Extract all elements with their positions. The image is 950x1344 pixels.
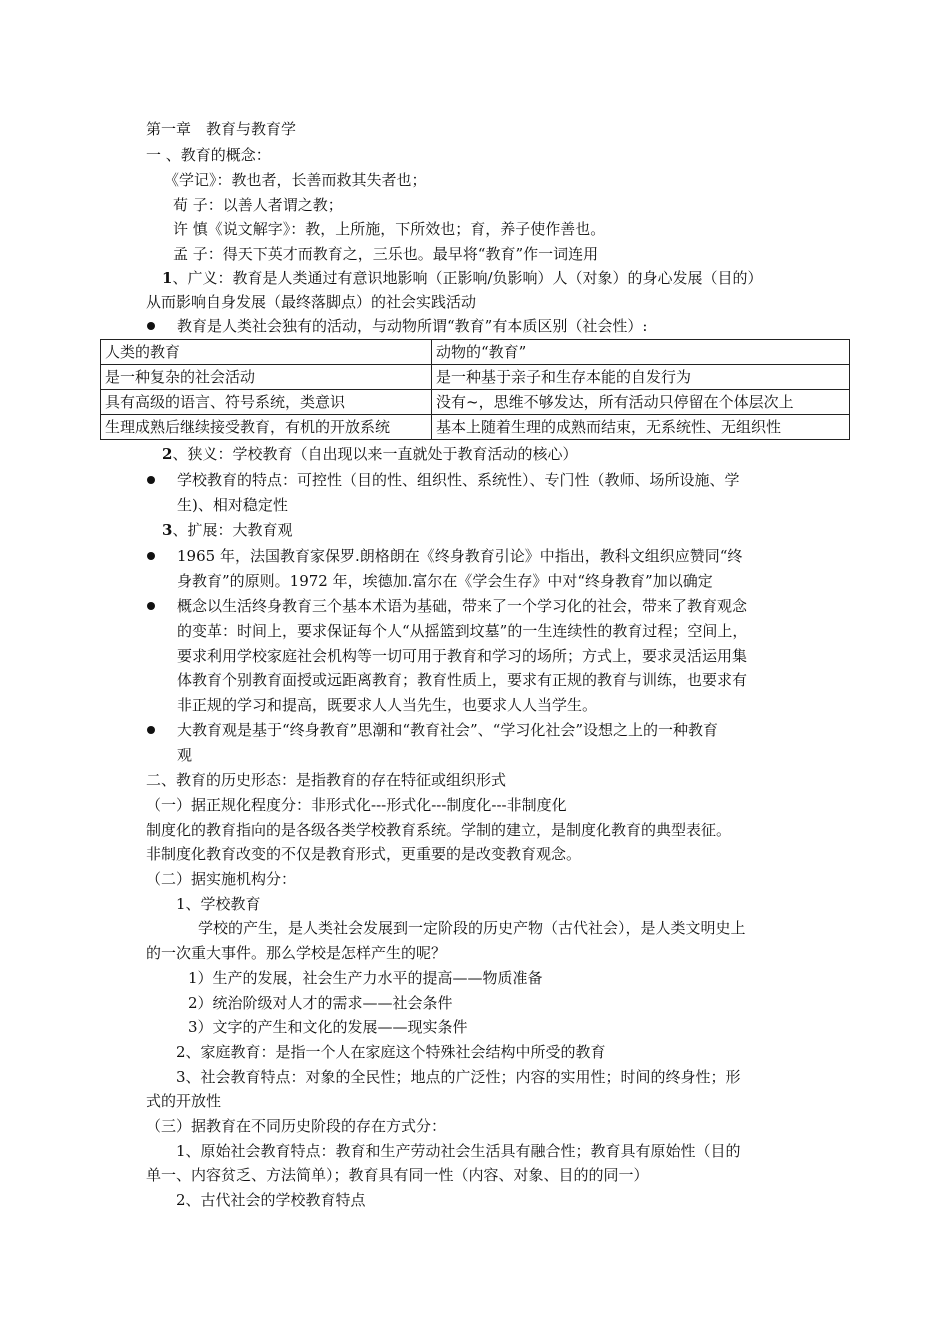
concept-line-5: 非正规的学习和提高，既要求人人当先生，也要求人人当学生。 — [177, 696, 598, 714]
table-cell: 具有高级的语言、符号系统，类意识 — [101, 390, 432, 415]
table-row — [101, 365, 850, 390]
broad-definition-line-2: 从而影响自身发展（最终落脚点）的社会实践活动 — [146, 293, 477, 311]
section-2-line: 式的开放性 — [146, 1092, 222, 1110]
lifelong-education-line-1: 1965 年，法国教育家保罗.朗格朗在《终身教育引论》中指出，教科文组织应赞同“终 — [177, 547, 743, 565]
quote-xunzi: 荀 子：以善人者谓之教； — [173, 196, 343, 214]
table-cell: 没有~，思维不够发达，所有活动只停留在个体层次上 — [432, 390, 850, 415]
section-1-heading: 一 、教育的概念： — [146, 146, 271, 164]
big-education-view-line-2: 观 — [177, 746, 193, 764]
narrow-definition-number: 2 — [162, 445, 173, 463]
broad-definition-text: 、广义：教育是人类通过有意识地影响（正影响/负影响）人（对象）的身心发展（目的） — [172, 269, 763, 287]
broad-definition-line-1 — [162, 268, 763, 288]
section-2-line: （二）据实施机构分： — [146, 870, 297, 888]
quote-xushen: 许 慎《说文解字》：教，上所施，下所效也；育，养子使作善也。 — [173, 220, 606, 238]
quote-xueji: 《学记》：教也者，长善而救其失者也； — [164, 171, 427, 189]
section-2-line: 2、古代社会的学校教育特点 — [176, 1191, 366, 1209]
section-2-line: 1）生产的发展，社会生产力水平的提高——物质准备 — [188, 969, 543, 987]
section-2-line: 3、社会教育特点：对象的全民性；地点的广泛性；内容的实用性；时间的终身性；形 — [176, 1068, 741, 1086]
extension-heading — [162, 520, 292, 540]
concept-line-3: 要求利用学校家庭社会机构等一切可用于教育和学习的场所；方式上，要求灵活运用集 — [177, 647, 748, 665]
table-row — [101, 415, 850, 440]
school-features-line-2: 生)、相对稳定性 — [177, 496, 288, 514]
section-2-line: 2）统治阶级对人才的需求——社会条件 — [188, 994, 453, 1012]
table-cell: 生理成熟后继续接受教育，有机的开放系统 — [101, 415, 432, 440]
section-2-line: 的一次重大事件。那么学校是怎样产生的呢？ — [146, 944, 447, 962]
extension-text: 、扩展：大教育观 — [172, 521, 293, 539]
table-cell: 是一种复杂的社会活动 — [101, 365, 432, 390]
section-2-line: 1、学校教育 — [176, 895, 261, 913]
school-features-line-1: 学校教育的特点：可控性（目的性、组织性、系统性）、专门性（教师、场所设施、学 — [177, 471, 740, 489]
bullet-dot — [147, 726, 155, 734]
concept-line-1: 概念以生活终身教育三个基本术语为基础，带来了一个学习化的社会，带来了教育观念 — [177, 597, 748, 615]
section-2-line: 2、家庭教育：是指一个人在家庭这个特殊社会结构中所受的教育 — [176, 1043, 606, 1061]
section-2-line: 非制度化教育改变的不仅是教育形式，更重要的是改变教育观念。 — [146, 845, 582, 863]
bullet-dot — [147, 602, 155, 610]
quote-mengzi: 孟 子：得天下英才而教育之，三乐也。最早将“教育”作一词连用 — [173, 245, 599, 263]
section-2-heading: 二、教育的历史形态：是指教育的存在特征或组织形式 — [146, 771, 507, 789]
bullet-social-nature: 教育是人类社会独有的活动，与动物所谓“教育”有本质区别（社会性）: — [177, 317, 648, 335]
section-2-line: （一）据正规化程度分：非形式化---形式化---制度化---非制度化 — [146, 796, 567, 814]
lifelong-education-line-2: 身教育”的原则。1972 年，埃德加.富尔在《学会生存》中对“终身教育”加以确定 — [177, 572, 713, 590]
section-2-line: 学校的产生，是人类社会发展到一定阶段的历史产物（古代社会），是人类文明史上 — [198, 919, 746, 937]
section-2-line: 1、原始社会教育特点：教育和生产劳动社会生活具有融合性；教育具有原始性（目的 — [176, 1142, 741, 1160]
human-vs-animal-table — [100, 339, 850, 440]
table-header-animal: 动物的“教育” — [432, 340, 850, 365]
concept-line-2: 的变革：时间上，要求保证每个人“从摇篮到坟墓”的一生连续性的教育过程；空间上， — [177, 622, 748, 640]
table-row — [101, 390, 850, 415]
big-education-view-line-1: 大教育观是基于“终身教育”思潮和“教育社会”、“学习化社会”设想之上的一种教育 — [177, 721, 719, 739]
bullet-dot — [147, 552, 155, 560]
narrow-definition-text: 、狭义：学校教育（自出现以来一直就处于教育活动的核心） — [172, 445, 578, 463]
bullet-dot — [147, 322, 155, 330]
table-cell: 基本上随着生理的成熟而结束，无系统性、无组织性 — [432, 415, 850, 440]
section-2-line: 制度化的教育指向的是各级各类学校教育系统。学制的建立，是制度化教育的典型表征。 — [146, 821, 732, 839]
section-2-line: 3）文字的产生和文化的发展——现实条件 — [188, 1018, 468, 1036]
section-2-line: 单一、内容贫乏、方法简单）；教育具有同一性（内容、对象、目的的同一） — [146, 1166, 649, 1184]
table-header-row — [101, 340, 850, 365]
extension-number: 3 — [162, 521, 173, 539]
chapter-title: 第一章 教育与教育学 — [146, 120, 297, 138]
broad-definition-number: 1 — [162, 269, 173, 287]
section-2-line: （三）据教育在不同历史阶段的存在方式分： — [146, 1117, 447, 1135]
narrow-definition — [162, 444, 577, 464]
bullet-dot — [147, 476, 155, 484]
table-header-human: 人类的教育 — [101, 340, 432, 365]
table-cell: 是一种基于亲子和生存本能的自发行为 — [432, 365, 850, 390]
concept-line-4: 体教育个别教育面授或远距离教育；教育性质上，要求有正规的教育与训练，也要求有 — [177, 671, 748, 689]
